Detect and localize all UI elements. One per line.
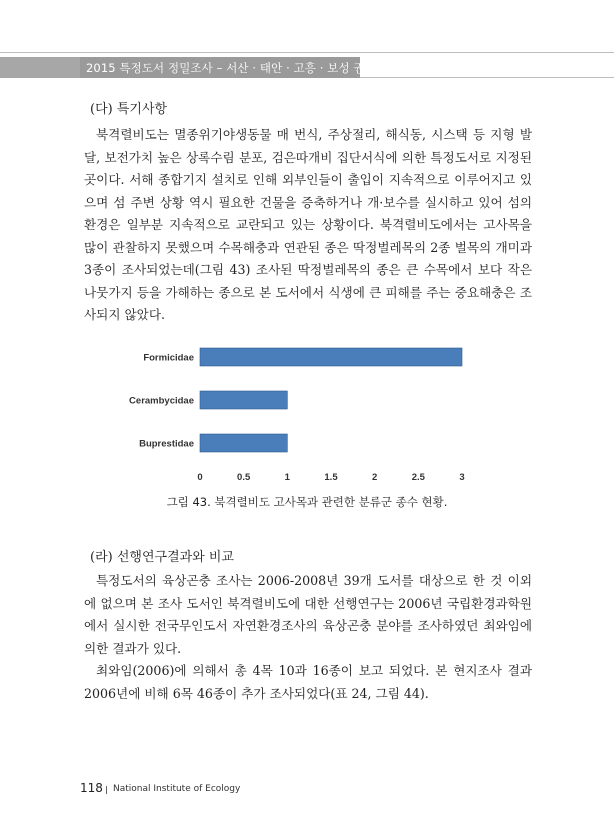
header-accent-block bbox=[0, 57, 80, 78]
figure-caption: 그림 43. 북격렬비도 고사목과 관련한 분류군 종수 현황. bbox=[166, 495, 448, 509]
footer-separator bbox=[106, 786, 107, 794]
prior-research-paragraph-1: 특정도서의 육상곤충 조사는 2006-2008년 39개 도서를 대상으로 한 것 이외에 없으며 본 조사 도서인 북격렬비도에 대한 선행연구는 2006년 국립환경과학원에서 실시한 전국무인도서 자연환경조사의 육상곤충 분야를 조사하였던 최와임에 의한 결과가 있다. bbox=[84, 573, 532, 656]
x-tick-label: 1 bbox=[284, 472, 290, 483]
x-tick-label: 0.5 bbox=[237, 472, 251, 483]
x-tick-label: 3 bbox=[459, 472, 465, 483]
bar-cerambycidae bbox=[200, 391, 287, 409]
x-tick-label: 1.5 bbox=[324, 472, 338, 483]
category-label-formicidae: Formicidae bbox=[143, 352, 194, 364]
bar-buprestidae bbox=[200, 434, 287, 452]
header-right-rule bbox=[360, 77, 614, 78]
x-tick-label: 2.5 bbox=[411, 472, 425, 483]
section-title-prior-research: (라) 선행연구결과와 비교 bbox=[90, 550, 234, 565]
x-tick-label: 2 bbox=[372, 472, 378, 483]
running-header-title: 2015 특정도서 정밀조사 – 서산 · 태안 · 고흥 · 보성 권역 bbox=[86, 61, 376, 75]
bar-formicidae bbox=[200, 348, 462, 366]
taxa-species-bar-chart bbox=[120, 340, 500, 490]
footer-organization: National Institute of Ecology bbox=[113, 784, 241, 794]
prior-research-paragraph-2: 최와임(2006)에 의해서 총 4목 10과 16종이 보고 되었다. 본 현지조사 결과 2006년에 비해 6목 46종이 추가 조사되었다(표 24, 그림 44). bbox=[84, 663, 532, 701]
x-tick-label: 0 bbox=[197, 472, 203, 483]
section-special-notes-paragraph: 북격렬비도는 멸종위기야생동물 매 번식, 주상절리, 해식동, 시스택 등 지형 발달, 보전가치 높은 상록수림 분포, 검은따개비 집단서식에 의한 특정도서로 지정된 곳이다. 서해 종합기지 설치로 인해 외부인들이 출입이 지속적으로 이루어지고 있으며 섬 주변 상황 역시 필요한 건물을 증축하거나 개·보수를 실시하고 있어 섬의 환경은 일부분 지속적으로 교란되고 있는 상황이다. 북격렬비도에서는 고사목을 많이 관찰하지 못했으며 수목해충과 연관된 종은 딱정벌레목의 2종 벌목의 개미과 3종이 조사되었는데(그림 43) 조사된 딱정벌레목의 종은 큰 수목에서 보다 작은 나뭇가지 등을 가해하는 종으로 본 도서에서 식생에 큰 피해를 주는 중요해충은 조사되지 않았다. bbox=[84, 127, 532, 322]
header-top-rule bbox=[0, 52, 614, 53]
page-number: 118 bbox=[80, 781, 103, 795]
category-label-cerambycidae: Cerambycidae bbox=[129, 395, 194, 407]
chart-plot-area bbox=[129, 348, 465, 483]
section-title-special-notes: (다) 특기사항 bbox=[90, 102, 168, 117]
category-label-buprestidae: Buprestidae bbox=[139, 438, 194, 450]
